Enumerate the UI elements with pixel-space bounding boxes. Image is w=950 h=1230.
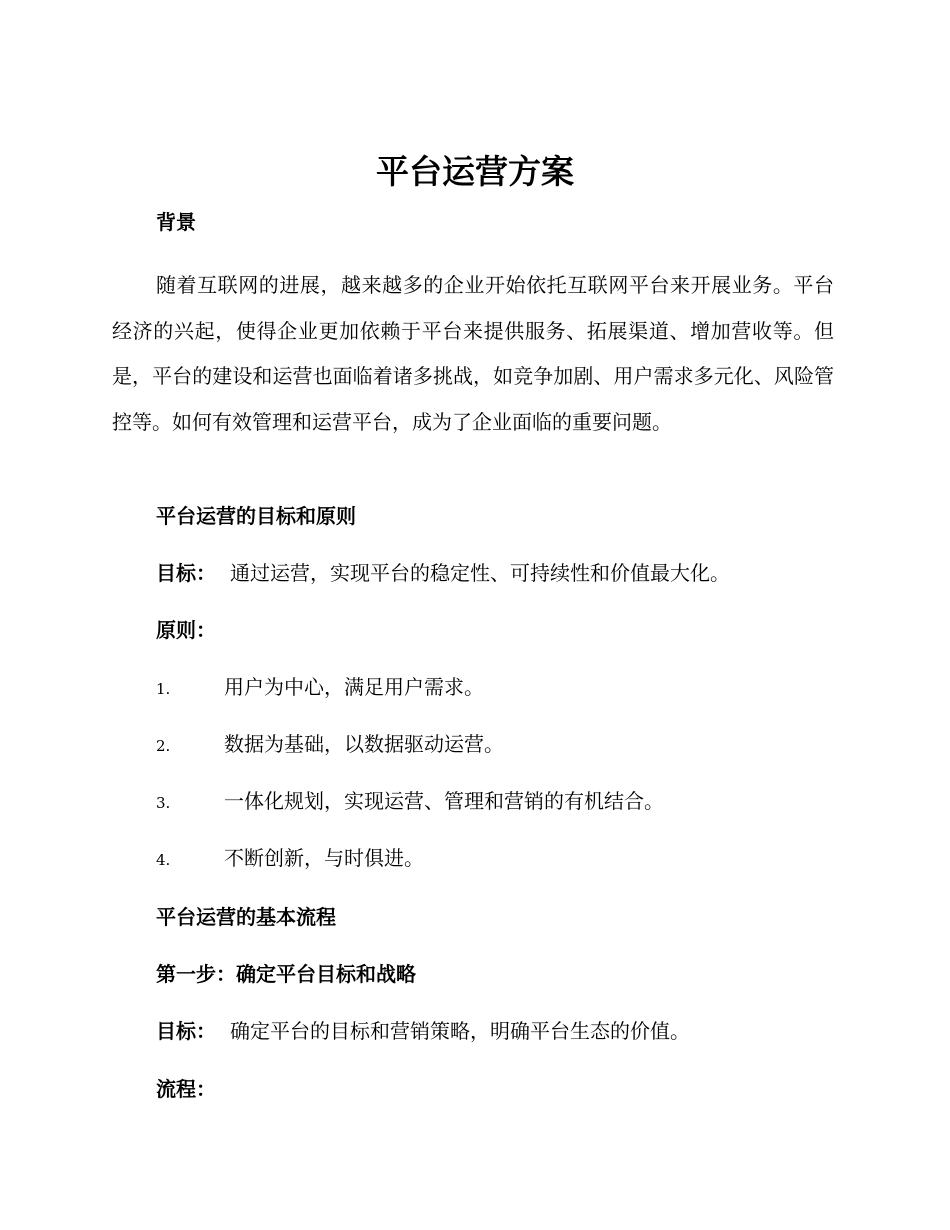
step1-process-label: 流程：	[156, 1077, 216, 1101]
background-heading: 背景	[156, 210, 196, 234]
goal-label: 目标：	[156, 561, 216, 585]
principle-text: 用户为中心，满足用户需求。	[224, 675, 484, 699]
principle-number: 4.	[156, 851, 171, 869]
principle-item	[156, 843, 424, 875]
principle-item	[156, 729, 504, 761]
goal-text: 通过运营，实现平台的稳定性、可持续性和价值最大化。	[230, 561, 730, 585]
goals-heading: 平台运营的目标和原则	[156, 504, 356, 528]
principle-text: 数据为基础，以数据驱动运营。	[224, 732, 504, 756]
principle-item	[156, 786, 664, 818]
step1-heading: 第一步：确定平台目标和战略	[156, 962, 416, 986]
step1-goal-line	[156, 1016, 690, 1046]
document-title: 平台运营方案	[376, 152, 574, 191]
principles-label: 原则：	[156, 618, 216, 642]
principle-number: 2.	[156, 737, 171, 755]
principle-number: 1.	[156, 680, 171, 698]
process-heading: 平台运营的基本流程	[156, 905, 336, 929]
principle-number: 3.	[156, 794, 171, 812]
principle-text: 一体化规划，实现运营、管理和营销的有机结合。	[224, 789, 664, 813]
step1-goal-label: 目标：	[156, 1019, 216, 1043]
background-paragraph: 随着互联网的进展，越来越多的企业开始依托互联网平台来开展业务。平台经济的兴起，使得企业更加依赖于平台来提供服务、拓展渠道、增加营收等。但是，平台的建设和运营也面临着诸多挑战，如竞争加剧、用户需求多元化、风险管控等。如何有效管理和运营平台，成为了企业面临的重要问题。	[112, 273, 834, 434]
goal-line	[156, 558, 730, 588]
principle-item	[156, 672, 484, 704]
step1-goal-text: 确定平台的目标和营销策略，明确平台生态的价值。	[230, 1019, 690, 1043]
principle-text: 不断创新，与时俱进。	[224, 846, 424, 870]
